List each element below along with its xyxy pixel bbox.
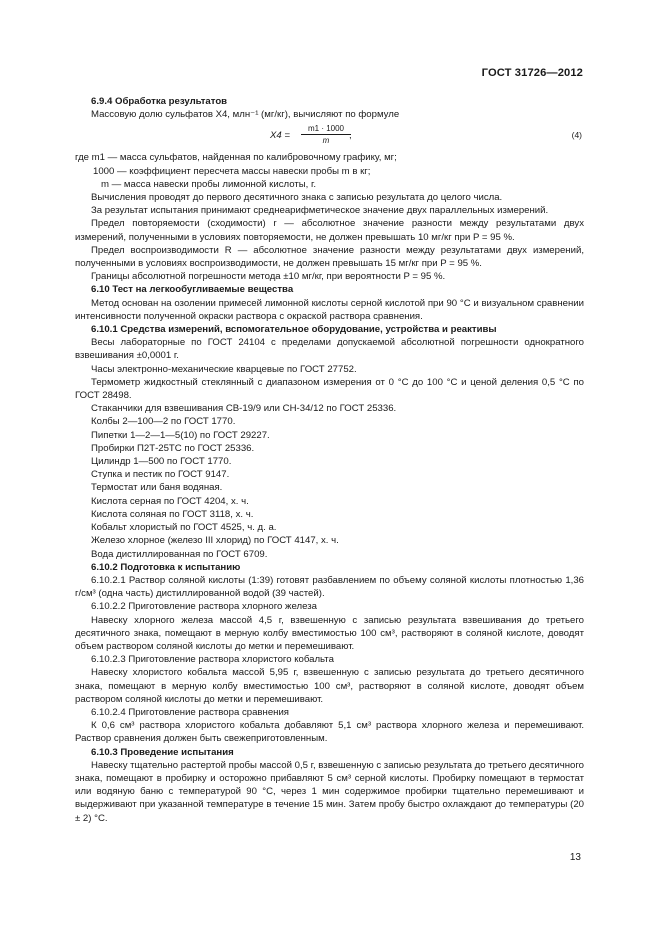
formula-legend (75, 151, 584, 191)
formula-denominator: m (322, 136, 330, 146)
equipment-item: Железо хлорное (железо III хлорид) по ГОСТ 4147, х. ч. (91, 535, 339, 547)
section-heading-6-10-1: 6.10.1 Средства измерений, вспомогательное оборудование, устройства и реактивы (91, 324, 497, 336)
page-content (75, 95, 584, 825)
formula-4 (75, 123, 584, 149)
paragraph: Предел повторяемости (сходимости) r — абсолютное значение разности между результатами двух измерений, полученными в условиях повторяемости, не должен превышать 10 мг/кг при P = 95 %. (75, 218, 584, 243)
paragraph: Вычисления проводят до первого десятичного знака с записью результата до целого числа. (91, 192, 503, 204)
subsection-heading: 6.10.2.4 Приготовление раствора сравнения (91, 706, 290, 718)
legend-m1: где m1 — масса сульфатов, найденная по калибровочному графику, мг; (75, 152, 397, 164)
paragraph: Навеску хлористого кобальта массой 5,95 г, взвешенную с записью результата до третьего десятичного знака, помещают в мерную колбу вместимостью 100 см³, растворяют в соляной кислоте, доводят объем раствором соляной кислоты до метки и перемешивают. (75, 667, 584, 705)
paragraph: Навеску хлорного железа массой 4,5 г, взвешенную с записью результата взвешивания до третьего десятичного знака, помещают в мерную колбу вместимостью 100 см³, растворяют в соляной кислоте, доводят объем раствором соляной кислоты до метки и перемешивают. (75, 614, 584, 652)
equipment-item: Термометр жидкостный стеклянный с диапазоном измерения от 0 °C до 100 °C и ценой деления 0,5 °C по ГОСТ 28498. (75, 376, 584, 402)
section-heading-6-10-2: 6.10.2 Подготовка к испытанию (91, 561, 241, 573)
formula-fraction (301, 123, 351, 146)
equipment-item: Вода дистиллированная по ГОСТ 6709. (91, 548, 268, 560)
equipment-item: Часы электронно-механические кварцевые по ГОСТ 27752. (91, 363, 357, 375)
equipment-item: Колбы 2—100—2 по ГОСТ 1770. (91, 416, 236, 428)
document-header: ГОСТ 31726—2012 (481, 67, 583, 79)
paragraph: Навеску тщательно растертой пробы массой 0,5 г, взвешенную с записью результата до третьего десятичного знака, помещают в пробирку и осторожно прибавляют 5 см³ серной кислоты. Пробирку помещают в термостат или водяную баню с температурой 90 °C, через 1 мин содержимое пробирки тщательно перемешивают и выдерживают при указанной температуре в течение 15 мин. Затем пробу быстро охлаждают до температуры (20 ± 2) °C. (75, 759, 584, 824)
equipment-item: Кобальт хлористый по ГОСТ 4525, ч. д. а. (91, 522, 277, 534)
paragraph: К 0,6 см³ раствора хлористого кобальта добавляют 5,1 см³ раствора хлорного железа и перемешивают. Раствор сравнения должен быть свежеприготовленным. (75, 720, 584, 745)
paragraph: За результат испытания принимают среднеарифметическое значение двух параллельных измерений. (91, 205, 549, 217)
equipment-item: Пробирки П2Т-25ТС по ГОСТ 25336. (91, 442, 255, 454)
formula-lhs: X4 = (270, 130, 291, 142)
equipment-item: Термостат или баня водяная. (91, 482, 223, 494)
paragraph: Предел воспроизводимости R — абсолютное значение разности между результатами двух измерений, полученными в условиях воспроизводимости, не должен превышать 15 мг/кг при P = 95 %. (75, 244, 584, 270)
paragraph: Границы абсолютной погрешности метода ±10 мг/кг, при вероятности P = 95 %. (91, 271, 446, 283)
equipment-item: Стаканчики для взвешивания СВ-19/9 или СН-34/12 по ГОСТ 25336. (91, 403, 397, 415)
formula-numerator: m1 · 1000 (301, 123, 351, 135)
equipment-item: Кислота серная по ГОСТ 4204, х. ч. (91, 495, 249, 507)
subsection-heading: 6.10.2.3 Приготовление раствора хлористого кобальта (91, 654, 334, 666)
equipment-item: Кислота соляная по ГОСТ 3118, х. ч. (91, 508, 254, 520)
page-number: 13 (569, 852, 581, 863)
formula-intro: Массовую долю сульфатов X4, млн⁻¹ (мг/кг), вычисляют по формуле (91, 109, 400, 121)
equipment-item: Цилиндр 1—500 по ГОСТ 1770. (91, 456, 232, 468)
formula-number: (4) (571, 130, 582, 141)
section-heading-6-9-4: 6.9.4 Обработка результатов (91, 96, 228, 107)
section-heading-6-10-3: 6.10.3 Проведение испытания (91, 746, 234, 758)
legend-m: m — масса навески пробы лимонной кислоты, г. (101, 178, 316, 190)
subsection-heading: 6.10.2.2 Приготовление раствора хлорного железа (91, 601, 317, 613)
equipment-item: Пипетки 1—2—1—5(10) по ГОСТ 29227. (91, 429, 270, 441)
equipment-item: Весы лабораторные по ГОСТ 24104 с пределами допускаемой абсолютной погрешности однократного взвешивания ±0,0001 г. (75, 337, 584, 362)
section-heading-6-10: 6.10 Тест на легкообугливаемые вещества (91, 284, 294, 296)
formula-comma: , (349, 130, 352, 142)
legend-1000: 1000 — коэффициент пересчета массы навески пробы m в кг; (93, 165, 371, 177)
paragraph: 6.10.2.1 Раствор соляной кислоты (1:39) готовят разбавлением по объему соляной кислоты плотностью 1,36 г/см³ (одна часть) дистиллированной водой (39 частей). (75, 574, 584, 600)
paragraph: Метод основан на озолении примесей лимонной кислоты серной кислотой при 90 °C и визуальном сравнении интенсивности полученной окраски раствора с окраской раствора сравнения. (75, 297, 584, 322)
equipment-item: Ступка и пестик по ГОСТ 9147. (91, 469, 230, 481)
